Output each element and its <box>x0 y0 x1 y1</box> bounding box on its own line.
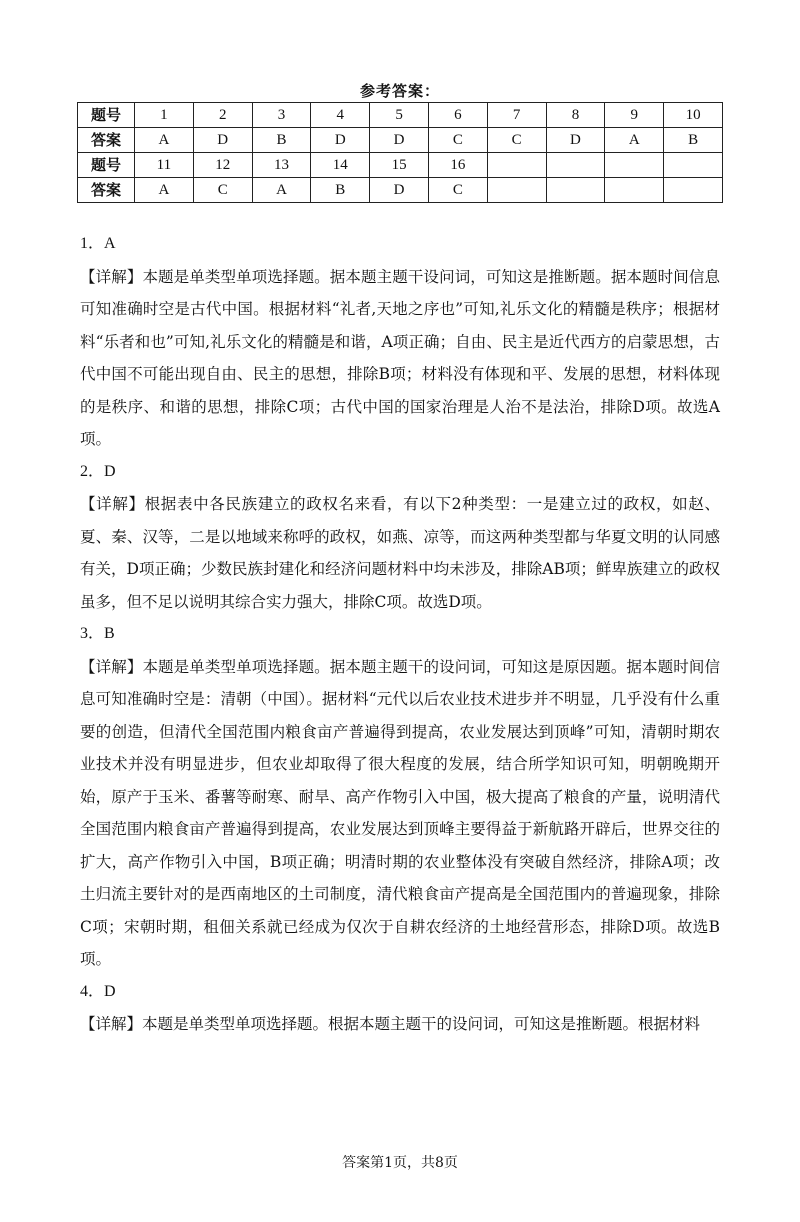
table-cell: A <box>135 128 194 153</box>
table-row <box>78 178 723 203</box>
table-cell: C <box>487 128 546 153</box>
table-cell <box>487 153 546 178</box>
explanations <box>80 228 720 1041</box>
table-cell: B <box>252 128 311 153</box>
table-cell: A <box>135 178 194 203</box>
table-cell <box>605 178 664 203</box>
question-number: 4．D <box>80 982 116 1000</box>
table-cell: D <box>193 128 252 153</box>
table-cell: D <box>546 128 605 153</box>
page-footer: 答案第1页，共8页 <box>342 1155 458 1171</box>
table-cell: D <box>370 178 429 203</box>
table-cell: 11 <box>135 153 194 178</box>
table-cell: 14 <box>311 153 370 178</box>
table-cell: 1 <box>135 103 194 128</box>
table-cell: C <box>428 178 487 203</box>
table-cell: 13 <box>252 153 311 178</box>
table-row <box>78 153 723 178</box>
question-explanation: 【详解】本题是单类型单项选择题。据本题主题干的设问词，可知这是原因题。据本题时间信息可知准确时空是：清朝（中国）。据材料“元代以后农业技术进步并不明显，几乎没有什么重要的创造，但清代全国范围内粮食亩产普遍得到提高，农业发展达到顶峰”可知，清朝时期农业技术并没有明显进步，但农业却取得了很大程度的发展，结合所学知识可知，明朝晚期开始，原产于玉米、番薯等耐寒、耐旱、高产作物引入中国，极大提高了粮食的产量，说明清代全国范围内粮食亩产普遍得到提高，农业发展达到顶峰主要得益于新航路开辟后，世界交往的扩大，高产作物引入中国，B项正确；明清时期的农业整体没有突破自然经济，排除A项；改土归流主要针对的是西南地区的土司制度，清代粮食亩产提高是全国范围内的普遍现象，排除C项；宋朝时期，租佃关系就已经成为仅次于自耕农经济的土地经营形态，排除D项。故选B项。 <box>80 657 720 968</box>
row-label: 题号 <box>78 153 135 178</box>
table-cell: 9 <box>605 103 664 128</box>
table-cell: A <box>605 128 664 153</box>
table-cell <box>605 153 664 178</box>
table-cell <box>487 178 546 203</box>
row-label: 题号 <box>78 103 135 128</box>
question-number: 1．A <box>80 235 116 252</box>
table-cell: B <box>311 178 370 203</box>
row-label: 答案 <box>78 178 135 203</box>
table-cell <box>664 178 723 203</box>
table-cell: D <box>370 128 429 153</box>
question-number: 3．B <box>80 625 115 642</box>
table-cell: 4 <box>311 103 370 128</box>
table-cell: 3 <box>252 103 311 128</box>
table-cell: 12 <box>193 153 252 178</box>
row-label: 答案 <box>78 128 135 153</box>
page-title: 参考答案： <box>359 82 440 100</box>
table-row <box>78 103 723 128</box>
table-cell <box>664 153 723 178</box>
table-cell: 8 <box>546 103 605 128</box>
table-cell: 10 <box>664 103 723 128</box>
table-cell: 2 <box>193 103 252 128</box>
table-cell: C <box>428 128 487 153</box>
table-cell: 16 <box>428 153 487 178</box>
answer-table <box>77 102 723 203</box>
table-cell: A <box>252 178 311 203</box>
table-cell <box>546 153 605 178</box>
table-cell <box>546 178 605 203</box>
question-explanation: 【详解】本题是单类型单项选择题。据本题主题干设问词，可知这是推断题。据本题时间信息可知准确时空是古代中国。根据材料“礼者,天地之序也”可知,礼乐文化的精髓是秩序；根据材料“乐者和也”可知,礼乐文化的精髓是和谐，A项正确；自由、民主是近代西方的启蒙思想，古代中国不可能出现自由、民主的思想，排除B项；材料没有体现和平、发展的思想，材料体现的是秩序、和谐的思想，排除C项；古代中国的国家治理是人治不是法治，排除D项。故选A项。 <box>80 267 720 448</box>
table-row <box>78 128 723 153</box>
table-cell: 6 <box>428 103 487 128</box>
question-explanation: 【详解】根据表中各民族建立的政权名来看，有以下2种类型：一是建立过的政权，如赵、夏、秦、汉等，二是以地域来称呼的政权，如燕、凉等，而这两种类型都与华夏文明的认同感有关，D项正确；少数民族封建化和经济问题材料中均未涉及，排除AB项；鲜卑族建立的政权虽多，但不足以说明其综合实力强大，排除C项。故选D项。 <box>80 495 720 611</box>
question-explanation: 【详解】本题是单类型单项选择题。根据本题主题干的设问词，可知这是推断题。根据材料 <box>80 1015 701 1033</box>
table-cell: 7 <box>487 103 546 128</box>
table-cell: D <box>311 128 370 153</box>
table-cell: B <box>664 128 723 153</box>
question-number: 2．D <box>80 462 116 480</box>
table-cell: C <box>193 178 252 203</box>
table-cell: 15 <box>370 153 429 178</box>
table-cell: 5 <box>370 103 429 128</box>
